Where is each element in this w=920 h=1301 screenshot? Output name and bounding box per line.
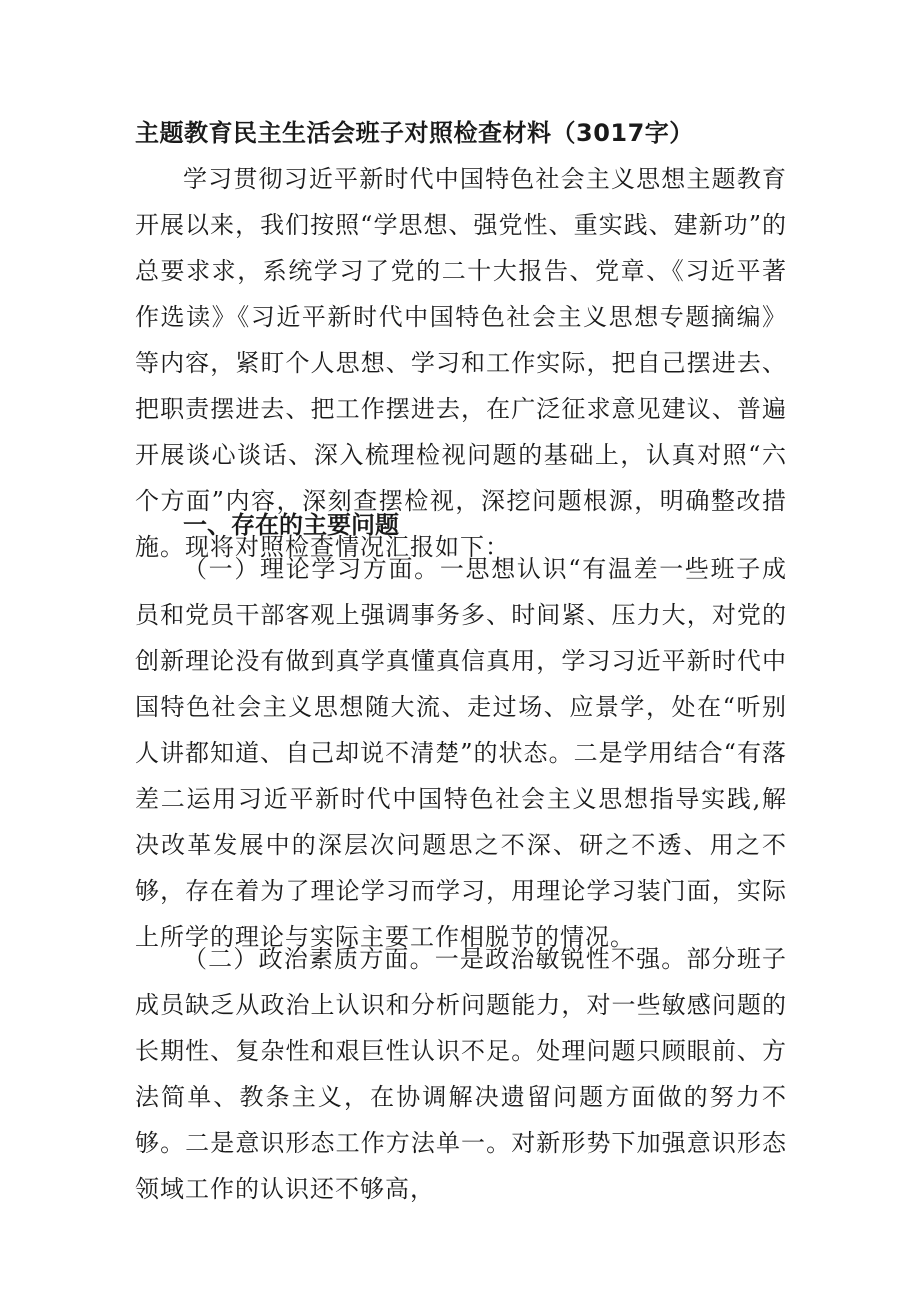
political-quality-paragraph: （二）政治素质方面。一是政治敏锐性不强。部分班子成员缺乏从政治上认识和分析问题能力，对一些敏感问题的长期性、复杂性和艰巨性认识不足。处理问题只顾眼前、方法简单、教条主义，在协调解决遗留问题方面做的努力不够。二是意识形态工作方法单一。对新形势下加强意识形态领域工作的认识还不够高，: [135, 945, 787, 1203]
document-title: 主题教育民主生活会班子对照检查材料（3017字）: [135, 119, 694, 147]
theory-study-paragraph: （一）理论学习方面。一思想认识“有温差一些班子成员和党员干部客观上强调事务多、时间紧、压力大，对党的创新理论没有做到真学真懂真信真用，学习习近平新时代中国特色社会主义思想随大流、走过场、应景学，处在“听别人讲都知道、自己却说不清楚”的状态。二是学用结合“有落差二运用习近平新时代中国特色社会主义思想指导实践,解决改革发展中的深层次问题思之不深、研之不透、用之不够，存在着为了理论学习而学习，用理论学习装门面，实际上所学的理论与实际主要工作相脱节的情况。: [135, 555, 787, 951]
section-heading: 一、存在的主要问题: [183, 511, 399, 539]
intro-paragraph: 学习贯彻习近平新时代中国特色社会主义思想主题教育开展以来，我们按照“学思想、强党性、重实践、建新功”的总要求求，系统学习了党的二十大报告、党章、《习近平著作选读》《习近平新时代中国特色社会主义思想专题摘编》等内容，紧盯个人思想、学习和工作实际，把自己摆进去、把职责摆进去、把工作摆进去，在广泛征求意见建议、普遍开展谈心谈话、深入梳理检视问题的基础上，认真对照“六个方面”内容，深刻查摆检视，深挖问题根源，明确整改措施。现将对照检查情况汇报如下：: [135, 165, 787, 561]
